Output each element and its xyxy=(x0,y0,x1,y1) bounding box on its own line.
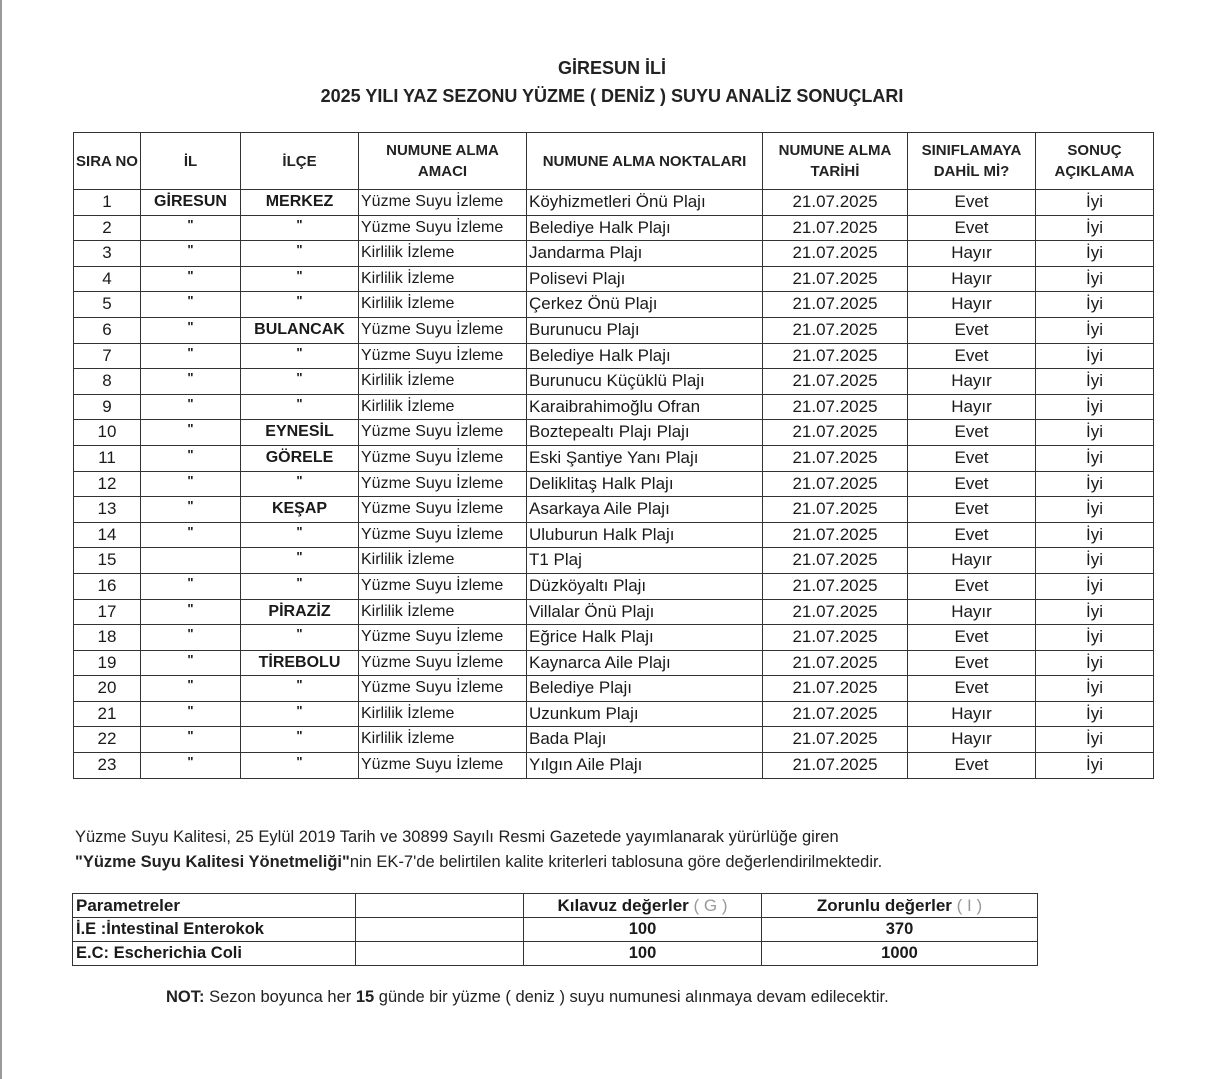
cell-sonuc: İyi xyxy=(1036,599,1154,625)
param-mandatory-value: 370 xyxy=(762,918,1038,942)
cell-il: " xyxy=(141,753,241,779)
cell-sonuc: İyi xyxy=(1036,190,1154,216)
cell-sonuc: İyi xyxy=(1036,420,1154,446)
cell-siniflama: Evet xyxy=(908,420,1036,446)
cell-sonuc: İyi xyxy=(1036,215,1154,241)
cell-ilce: " xyxy=(241,343,359,369)
cell-siniflama: Hayır xyxy=(908,599,1036,625)
cell-il: " xyxy=(141,266,241,292)
cell-sira: 9 xyxy=(74,394,141,420)
cell-amac: Kirlilik İzleme xyxy=(359,548,527,574)
cell-sira: 15 xyxy=(74,548,141,574)
cell-ilce: GÖRELE xyxy=(241,445,359,471)
cell-siniflama: Evet xyxy=(908,317,1036,343)
cell-siniflama: Evet xyxy=(908,573,1036,599)
cell-siniflama: Hayır xyxy=(908,369,1036,395)
cell-sira: 8 xyxy=(74,369,141,395)
cell-siniflama: Hayır xyxy=(908,548,1036,574)
cell-sonuc: İyi xyxy=(1036,445,1154,471)
param-guide-value: 100 xyxy=(524,918,762,942)
cell-sira: 2 xyxy=(74,215,141,241)
cell-amac: Yüzme Suyu İzleme xyxy=(359,420,527,446)
cell-sonuc: İyi xyxy=(1036,266,1154,292)
cell-sira: 18 xyxy=(74,625,141,651)
cell-sira: 21 xyxy=(74,701,141,727)
table-row xyxy=(74,548,1154,574)
cell-siniflama: Hayır xyxy=(908,292,1036,318)
cell-nokta: Düzköyaltı Plajı xyxy=(527,573,763,599)
cell-siniflama: Hayır xyxy=(908,266,1036,292)
cell-tarih: 21.07.2025 xyxy=(763,215,908,241)
col-header-sonuc: SONUÇ AÇIKLAMA xyxy=(1036,133,1154,190)
table-row xyxy=(74,727,1154,753)
table-row xyxy=(74,394,1154,420)
cell-amac: Yüzme Suyu İzleme xyxy=(359,343,527,369)
cell-sonuc: İyi xyxy=(1036,701,1154,727)
param-header-empty xyxy=(356,894,524,918)
cell-sira: 3 xyxy=(74,241,141,267)
table-row xyxy=(74,292,1154,318)
cell-sira: 17 xyxy=(74,599,141,625)
cell-siniflama: Evet xyxy=(908,215,1036,241)
cell-sonuc: İyi xyxy=(1036,548,1154,574)
cell-ilce: " xyxy=(241,548,359,574)
table-row xyxy=(74,369,1154,395)
mandatory-label: Zorunlu değerler xyxy=(816,896,952,915)
cell-amac: Yüzme Suyu İzleme xyxy=(359,215,527,241)
cell-tarih: 21.07.2025 xyxy=(763,445,908,471)
cell-tarih: 21.07.2025 xyxy=(763,625,908,651)
param-mandatory-value: 1000 xyxy=(762,942,1038,966)
cell-amac: Yüzme Suyu İzleme xyxy=(359,676,527,702)
guide-label: Kılavuz değerler xyxy=(557,896,689,915)
cell-amac: Yüzme Suyu İzleme xyxy=(359,471,527,497)
cell-il: GİRESUN xyxy=(141,190,241,216)
cell-il: " xyxy=(141,369,241,395)
cell-sira: 11 xyxy=(74,445,141,471)
table-row xyxy=(74,241,1154,267)
final-note-text-before: Sezon boyunca her xyxy=(204,988,356,1006)
cell-tarih: 21.07.2025 xyxy=(763,727,908,753)
cell-amac: Yüzme Suyu İzleme xyxy=(359,522,527,548)
cell-amac: Yüzme Suyu İzleme xyxy=(359,190,527,216)
cell-nokta: Polisevi Plajı xyxy=(527,266,763,292)
cell-il: " xyxy=(141,343,241,369)
cell-nokta: Çerkez Önü Plajı xyxy=(527,292,763,318)
cell-sonuc: İyi xyxy=(1036,650,1154,676)
cell-tarih: 21.07.2025 xyxy=(763,497,908,523)
table-row xyxy=(74,215,1154,241)
cell-amac: Kirlilik İzleme xyxy=(359,394,527,420)
mandatory-code: ( I ) xyxy=(956,896,983,915)
cell-sonuc: İyi xyxy=(1036,241,1154,267)
cell-sonuc: İyi xyxy=(1036,573,1154,599)
cell-nokta: Eski Şantiye Yanı Plajı xyxy=(527,445,763,471)
cell-siniflama: Evet xyxy=(908,445,1036,471)
cell-amac: Yüzme Suyu İzleme xyxy=(359,650,527,676)
param-guide-value: 100 xyxy=(524,942,762,966)
regulation-name: "Yüzme Suyu Kalitesi Yönetmeliği" xyxy=(75,853,350,871)
cell-sira: 4 xyxy=(74,266,141,292)
cell-sonuc: İyi xyxy=(1036,625,1154,651)
cell-il: " xyxy=(141,241,241,267)
parameters-table xyxy=(72,893,1038,966)
cell-ilce: KEŞAP xyxy=(241,497,359,523)
cell-ilce: " xyxy=(241,369,359,395)
cell-amac: Yüzme Suyu İzleme xyxy=(359,573,527,599)
cell-ilce: MERKEZ xyxy=(241,190,359,216)
guide-code: ( G ) xyxy=(693,896,728,915)
cell-nokta: Burunucu Plajı xyxy=(527,317,763,343)
cell-il: " xyxy=(141,215,241,241)
cell-tarih: 21.07.2025 xyxy=(763,420,908,446)
cell-sira: 1 xyxy=(74,190,141,216)
table-row xyxy=(74,190,1154,216)
cell-nokta: Köyhizmetleri Önü Plajı xyxy=(527,190,763,216)
cell-il: " xyxy=(141,317,241,343)
cell-il: " xyxy=(141,599,241,625)
table-row xyxy=(74,522,1154,548)
province-title: GİRESUN İLİ xyxy=(557,58,666,78)
table-row xyxy=(74,471,1154,497)
page-edge xyxy=(0,0,2,1079)
cell-ilce: " xyxy=(241,266,359,292)
cell-tarih: 21.07.2025 xyxy=(763,650,908,676)
final-note-days: 15 xyxy=(355,988,375,1006)
cell-sira: 5 xyxy=(74,292,141,318)
cell-il: " xyxy=(141,522,241,548)
cell-ilce: " xyxy=(241,471,359,497)
final-note-text-after: günde bir yüzme ( deniz ) suyu numunesi alınmaya devam edilecektir. xyxy=(374,988,889,1006)
param-name: İ.E :İntestinal Enterokok xyxy=(73,918,356,942)
cell-sonuc: İyi xyxy=(1036,292,1154,318)
cell-sira: 6 xyxy=(74,317,141,343)
cell-il: " xyxy=(141,471,241,497)
cell-amac: Yüzme Suyu İzleme xyxy=(359,445,527,471)
cell-nokta: Villalar Önü Plajı xyxy=(527,599,763,625)
cell-amac: Kirlilik İzleme xyxy=(359,599,527,625)
table-row xyxy=(74,343,1154,369)
cell-tarih: 21.07.2025 xyxy=(763,548,908,574)
cell-tarih: 21.07.2025 xyxy=(763,241,908,267)
cell-amac: Yüzme Suyu İzleme xyxy=(359,497,527,523)
regulation-note-rest: nin EK-7'de belirtilen kalite kriterleri tablosuna göre değerlendirilmektedir. xyxy=(349,853,883,871)
cell-amac: Yüzme Suyu İzleme xyxy=(359,753,527,779)
param-name: E.C: Escherichia Coli xyxy=(73,942,356,966)
cell-il: " xyxy=(141,292,241,318)
cell-tarih: 21.07.2025 xyxy=(763,394,908,420)
cell-sonuc: İyi xyxy=(1036,394,1154,420)
cell-il xyxy=(141,548,241,574)
cell-tarih: 21.07.2025 xyxy=(763,343,908,369)
report-title: 2025 YILI YAZ SEZONU YÜZME ( DENİZ ) SUYU ANALİZ SONUÇLARI xyxy=(320,86,904,106)
cell-il: " xyxy=(141,625,241,651)
cell-sira: 20 xyxy=(74,676,141,702)
cell-nokta: Belediye Plajı xyxy=(527,676,763,702)
cell-ilce: " xyxy=(241,522,359,548)
results-table xyxy=(73,132,1154,779)
cell-sonuc: İyi xyxy=(1036,343,1154,369)
cell-il: " xyxy=(141,573,241,599)
cell-siniflama: Hayır xyxy=(908,394,1036,420)
cell-siniflama: Evet xyxy=(908,650,1036,676)
cell-ilce: " xyxy=(241,676,359,702)
cell-tarih: 21.07.2025 xyxy=(763,522,908,548)
cell-ilce: EYNESİL xyxy=(241,420,359,446)
cell-sira: 22 xyxy=(74,727,141,753)
cell-siniflama: Hayır xyxy=(908,241,1036,267)
cell-tarih: 21.07.2025 xyxy=(763,317,908,343)
cell-ilce: " xyxy=(241,625,359,651)
cell-il: " xyxy=(141,445,241,471)
cell-ilce: BULANCAK xyxy=(241,317,359,343)
cell-sira: 14 xyxy=(74,522,141,548)
cell-ilce: " xyxy=(241,215,359,241)
cell-nokta: Belediye Halk Plajı xyxy=(527,215,763,241)
cell-siniflama: Evet xyxy=(908,522,1036,548)
cell-ilce: TİREBOLU xyxy=(241,650,359,676)
cell-ilce: " xyxy=(241,292,359,318)
table-header-row xyxy=(74,133,1154,190)
cell-amac: Yüzme Suyu İzleme xyxy=(359,317,527,343)
param-header-row xyxy=(73,894,1038,918)
param-empty xyxy=(356,942,524,966)
cell-il: " xyxy=(141,727,241,753)
cell-siniflama: Hayır xyxy=(908,701,1036,727)
table-row xyxy=(74,266,1154,292)
cell-amac: Kirlilik İzleme xyxy=(359,292,527,318)
table-row xyxy=(74,420,1154,446)
table-row xyxy=(74,445,1154,471)
cell-siniflama: Evet xyxy=(908,625,1036,651)
cell-sonuc: İyi xyxy=(1036,522,1154,548)
cell-nokta: Deliklitaş Halk Plajı xyxy=(527,471,763,497)
final-note xyxy=(166,988,889,1007)
col-header-amac: NUMUNE ALMA AMACI xyxy=(359,133,527,190)
cell-amac: Yüzme Suyu İzleme xyxy=(359,625,527,651)
param-header-mandatory xyxy=(762,894,1038,918)
table-row xyxy=(74,573,1154,599)
table-row xyxy=(74,753,1154,779)
table-row xyxy=(74,317,1154,343)
cell-ilce: " xyxy=(241,241,359,267)
param-row xyxy=(73,942,1038,966)
cell-nokta: Boztepealtı Plajı Plajı xyxy=(527,420,763,446)
col-header-siniflama: SINIFLAMAYA DAHİL Mİ? xyxy=(908,133,1036,190)
cell-sonuc: İyi xyxy=(1036,727,1154,753)
cell-nokta: Karaibrahimoğlu Ofran xyxy=(527,394,763,420)
param-row xyxy=(73,918,1038,942)
cell-siniflama: Evet xyxy=(908,343,1036,369)
table-row xyxy=(74,497,1154,523)
cell-amac: Kirlilik İzleme xyxy=(359,727,527,753)
table-row xyxy=(74,625,1154,651)
cell-sira: 7 xyxy=(74,343,141,369)
cell-siniflama: Evet xyxy=(908,190,1036,216)
table-row xyxy=(74,650,1154,676)
cell-sira: 10 xyxy=(74,420,141,446)
cell-tarih: 21.07.2025 xyxy=(763,573,908,599)
cell-il: " xyxy=(141,650,241,676)
cell-sonuc: İyi xyxy=(1036,317,1154,343)
cell-siniflama: Evet xyxy=(908,753,1036,779)
cell-amac: Kirlilik İzleme xyxy=(359,701,527,727)
cell-nokta: Yılgın Aile Plajı xyxy=(527,753,763,779)
cell-siniflama: Evet xyxy=(908,471,1036,497)
cell-nokta: Uzunkum Plajı xyxy=(527,701,763,727)
cell-ilce: " xyxy=(241,573,359,599)
cell-amac: Kirlilik İzleme xyxy=(359,369,527,395)
cell-nokta: Eğrice Halk Plajı xyxy=(527,625,763,651)
cell-ilce: " xyxy=(241,394,359,420)
cell-nokta: Belediye Halk Plajı xyxy=(527,343,763,369)
cell-tarih: 21.07.2025 xyxy=(763,676,908,702)
table-row xyxy=(74,599,1154,625)
cell-nokta: Bada Plajı xyxy=(527,727,763,753)
cell-il: " xyxy=(141,420,241,446)
cell-siniflama: Hayır xyxy=(908,727,1036,753)
cell-ilce: " xyxy=(241,727,359,753)
cell-sonuc: İyi xyxy=(1036,753,1154,779)
cell-sonuc: İyi xyxy=(1036,369,1154,395)
cell-sira: 23 xyxy=(74,753,141,779)
cell-sonuc: İyi xyxy=(1036,497,1154,523)
cell-tarih: 21.07.2025 xyxy=(763,599,908,625)
param-empty xyxy=(356,918,524,942)
col-header-tarih: NUMUNE ALMA TARİHİ xyxy=(763,133,908,190)
cell-tarih: 21.07.2025 xyxy=(763,753,908,779)
table-row xyxy=(74,676,1154,702)
cell-siniflama: Evet xyxy=(908,676,1036,702)
param-header-label: Parametreler xyxy=(73,894,356,918)
cell-sira: 19 xyxy=(74,650,141,676)
cell-amac: Kirlilik İzleme xyxy=(359,266,527,292)
cell-tarih: 21.07.2025 xyxy=(763,369,908,395)
col-header-il: İL xyxy=(141,133,241,190)
cell-ilce: " xyxy=(241,753,359,779)
final-note-label: NOT: xyxy=(166,988,205,1006)
regulation-note-line1: Yüzme Suyu Kalitesi, 25 Eylül 2019 Tarih ve 30899 Sayılı Resmi Gazetede yayımlanarak yürürlüğe giren xyxy=(75,828,839,846)
cell-nokta: Asarkaya Aile Plajı xyxy=(527,497,763,523)
cell-tarih: 21.07.2025 xyxy=(763,292,908,318)
cell-tarih: 21.07.2025 xyxy=(763,471,908,497)
cell-nokta: T1 Plaj xyxy=(527,548,763,574)
cell-il: " xyxy=(141,497,241,523)
cell-sira: 16 xyxy=(74,573,141,599)
cell-sira: 12 xyxy=(74,471,141,497)
col-header-ilce: İLÇE xyxy=(241,133,359,190)
col-header-noktalar: NUMUNE ALMA NOKTALARI xyxy=(527,133,763,190)
regulation-note-line2 xyxy=(75,853,1175,872)
cell-sonuc: İyi xyxy=(1036,676,1154,702)
cell-nokta: Kaynarca Aile Plajı xyxy=(527,650,763,676)
cell-il: " xyxy=(141,676,241,702)
cell-nokta: Jandarma Plajı xyxy=(527,241,763,267)
cell-ilce: PİRAZİZ xyxy=(241,599,359,625)
col-header-sira: SIRA NO xyxy=(74,133,141,190)
cell-nokta: Burunucu Küçüklü Plajı xyxy=(527,369,763,395)
cell-ilce: " xyxy=(241,701,359,727)
cell-sira: 13 xyxy=(74,497,141,523)
cell-il: " xyxy=(141,394,241,420)
cell-tarih: 21.07.2025 xyxy=(763,701,908,727)
cell-tarih: 21.07.2025 xyxy=(763,190,908,216)
cell-sonuc: İyi xyxy=(1036,471,1154,497)
cell-nokta: Uluburun Halk Plajı xyxy=(527,522,763,548)
cell-tarih: 21.07.2025 xyxy=(763,266,908,292)
cell-amac: Kirlilik İzleme xyxy=(359,241,527,267)
table-row xyxy=(74,701,1154,727)
cell-siniflama: Evet xyxy=(908,497,1036,523)
param-header-guide xyxy=(524,894,762,918)
cell-il: " xyxy=(141,701,241,727)
